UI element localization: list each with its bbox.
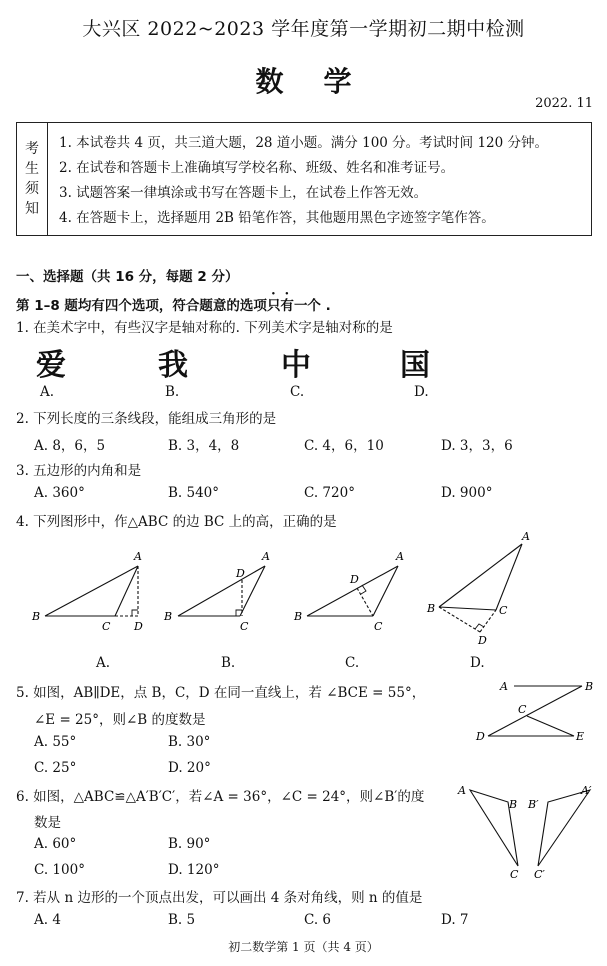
q4-figure-d xyxy=(439,544,522,632)
q4-figures xyxy=(0,530,607,650)
q4-label-a: A. xyxy=(96,655,111,671)
label-d: D xyxy=(134,620,143,633)
q2-option-d: D. 3，3，6 xyxy=(441,438,513,454)
q4-label-d: D. xyxy=(470,655,485,671)
q1-label-d: D. xyxy=(414,384,429,400)
label-a: A xyxy=(262,550,270,563)
label-c: C xyxy=(240,620,249,633)
q5-figure xyxy=(470,672,600,748)
label-c: C xyxy=(102,620,111,633)
label-b-prime: B′ xyxy=(528,798,539,811)
page-footer: 初二数学第 1 页（共 4 页） xyxy=(228,940,379,954)
label-d: D xyxy=(236,567,245,580)
label-c: C xyxy=(518,703,527,716)
label-a: A xyxy=(396,550,404,563)
q5-option-b: B. 30° xyxy=(168,734,211,750)
q3-option-b: B. 540° xyxy=(168,485,220,501)
q7-option-b: B. 5 xyxy=(168,912,196,928)
q1-label-b: B. xyxy=(165,384,180,400)
label-a: A xyxy=(458,784,466,797)
notice-item: 1. 本试卷共 4 页，共三道大题，28 道小题。满分 100 分。考试时间 120 分钟。 xyxy=(59,135,549,151)
q3-option-c: C. 720° xyxy=(304,485,355,501)
q7-stem: 7. 若从 n 边形的一个顶点出发，可以画出 4 条对角线，则 n 的值是 xyxy=(16,890,423,906)
label-e: E xyxy=(576,730,585,743)
notice-item: 3. 试题答案一律填涂或书写在答题卡上，在试卷上作答无效。 xyxy=(59,185,428,201)
q3-option-d: D. 900° xyxy=(441,485,493,501)
label-c: C xyxy=(374,620,383,633)
label-d: D xyxy=(478,634,487,647)
notice-side-char: 须 xyxy=(25,181,39,197)
q6-option-b: B. 90° xyxy=(168,836,211,852)
label-c-prime: C′ xyxy=(534,868,545,880)
notice-side-char: 考 xyxy=(25,141,39,157)
q6-figure xyxy=(450,778,600,880)
q7-option-c: C. 6 xyxy=(304,912,332,928)
q1-char-d: 国 xyxy=(400,348,430,383)
section-heading: 一、选择题（共 16 分，每题 2 分） xyxy=(16,269,239,285)
q1-stem: 1. 在美术字中，有些汉字是轴对称的. 下列美术字是轴对称的是 xyxy=(16,320,393,336)
label-b: B xyxy=(294,610,303,623)
notice-side-char: 知 xyxy=(25,201,39,217)
instruction-suffix: 一个 . xyxy=(293,298,331,314)
label-b: B xyxy=(32,610,41,623)
label-c: C xyxy=(499,604,508,617)
q3-option-a: A. 360° xyxy=(34,485,85,501)
label-c: C xyxy=(510,868,519,880)
label-a-prime: A′ xyxy=(581,784,592,797)
q1-char-c: 中 xyxy=(281,348,311,383)
label-d: D xyxy=(350,573,359,586)
q2-option-b: B. 3，4，8 xyxy=(168,438,240,454)
section-instruction xyxy=(16,290,331,314)
label-b: B xyxy=(585,680,594,693)
q1-label-c: C. xyxy=(290,384,305,400)
q2-option-a: A. 8，6，5 xyxy=(34,438,106,454)
q6-option-a: A. 60° xyxy=(34,836,77,852)
subject-title: 数学 xyxy=(255,65,392,98)
label-a: A xyxy=(500,680,508,693)
q5-option-a: A. 55° xyxy=(34,734,77,750)
notice-side-char: 生 xyxy=(25,161,39,177)
exam-title: 大兴区 2022~2023 学年度第一学期初二期中检测 xyxy=(82,18,525,40)
q2-option-c: C. 4，6，10 xyxy=(304,438,384,454)
instruction-emphasis: 只有 xyxy=(266,298,294,314)
q5-option-d: D. 20° xyxy=(168,760,211,776)
notice-item: 4. 在答题卡上，选择题用 2B 铅笔作答，其他题用黑色字迹签字笔作答。 xyxy=(59,210,495,226)
q6-option-d: D. 120° xyxy=(168,862,220,878)
q5-option-c: C. 25° xyxy=(34,760,77,776)
notice-list xyxy=(59,131,548,231)
label-b: B xyxy=(164,610,173,623)
q1-char-a: 爱 xyxy=(36,348,66,383)
label-b: B xyxy=(509,798,518,811)
notice-side-label xyxy=(17,123,48,235)
q4-figure-a xyxy=(45,566,138,616)
candidate-notice-box xyxy=(16,122,592,236)
q3-stem: 3. 五边形的内角和是 xyxy=(16,463,142,479)
q5-stem-line2: ∠E = 25°，则∠B 的度数是 xyxy=(34,712,206,728)
q4-stem: 4. 下列图形中，作△ABC 的边 BC 上的高，正确的是 xyxy=(16,514,337,530)
q7-option-d: D. 7 xyxy=(441,912,469,928)
exam-date: 2022. 11 xyxy=(535,96,593,111)
q1-char-b: 我 xyxy=(158,348,188,383)
label-a: A xyxy=(134,550,142,563)
label-b: B xyxy=(427,602,436,615)
label-a: A xyxy=(522,530,530,543)
notice-item: 2. 在试卷和答题卡上准确填写学校名称、班级、姓名和准考证号。 xyxy=(59,160,455,176)
q6-stem-line2: 数是 xyxy=(34,815,61,831)
q4-figure-b xyxy=(178,566,265,616)
q4-label-b: B. xyxy=(221,655,236,671)
q6-stem-line1: 6. 如图，△ABC≌△A′B′C′，若∠A = 36°，∠C = 24°，则∠B′的度 xyxy=(16,789,425,805)
q6-option-c: C. 100° xyxy=(34,862,85,878)
instruction-prefix: 第 1–8 题均有四个选项，符合题意的选项 xyxy=(16,298,267,314)
q1-label-a: A. xyxy=(40,384,55,400)
q4-label-c: C. xyxy=(345,655,360,671)
q7-option-a: A. 4 xyxy=(34,912,61,928)
q2-stem: 2. 下列长度的三条线段，能组成三角形的是 xyxy=(16,411,277,427)
q5-stem-line1: 5. 如图，AB∥DE，点 B，C，D 在同一直线上，若 ∠BCE = 55°， xyxy=(16,685,426,701)
label-d: D xyxy=(476,730,485,743)
